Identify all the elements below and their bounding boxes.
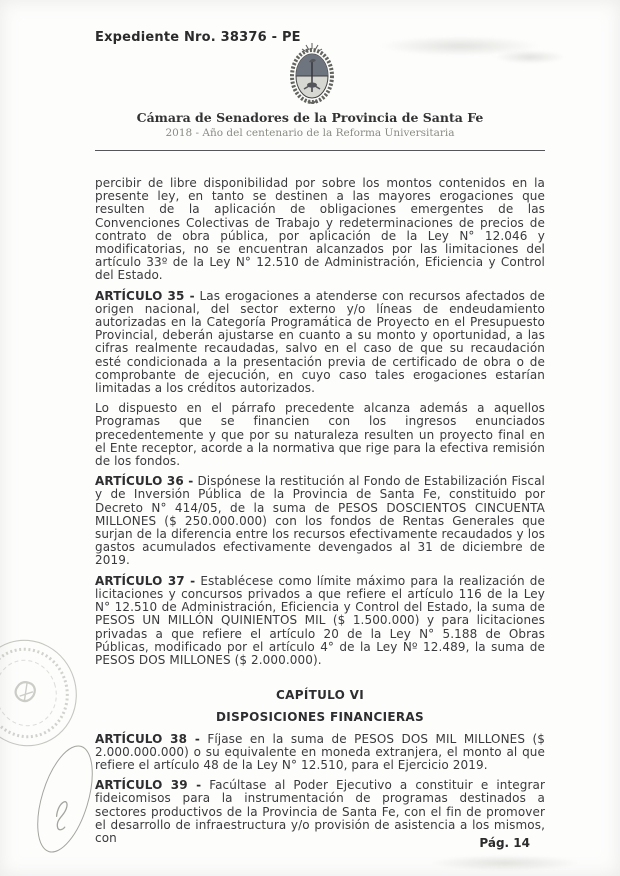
scan-smudge	[495, 50, 565, 64]
paragraph-articulo-39: ARTÍCULO 39 - Facúltase al Poder Ejecutivo a constituir e integrar fideicomisos para la instrumentación de programas destinados a sectores productivos de la Provincia de Santa Fe, con el fin de promover el desarrollo de infraestructura y/o provisión de asistencia a los mismos, con	[95, 778, 546, 845]
page-number: Pág. 14	[479, 836, 530, 850]
paragraph-articulo-35: ARTÍCULO 35 - Las erogaciones a atenderse con recursos afectados de origen nacional, del sector externo y/o líneas de endeudamiento autorizadas en la Categoría Programática de Proyecto en el Presupuesto Provincial, deberán ajustarse en cuanto a su monto y oportunidad, a las cifras realmente recaudadas, salvo en el caso de que su recaudación esté condicionada a la presentación previa de certificado de obra o de comprobante de ejecución, en cuyo caso tales erogaciones estarían limitadas a los créditos autorizados.	[95, 288, 545, 396]
scan-smudge	[430, 855, 580, 871]
articulo-36-label: ARTÍCULO 36 -	[95, 474, 194, 489]
ink-stamp-icon	[0, 634, 82, 752]
document-body	[95, 177, 545, 852]
coat-of-arms-icon	[284, 42, 340, 108]
chapter-title: CAPÍTULO VI	[276, 688, 364, 703]
year-motto: 2018 - Año del centenario de la Reforma Universitaria	[165, 127, 455, 139]
chapter-subtitle: DISPOSICIONES FINANCIERAS	[216, 710, 424, 725]
expediente-number: Expediente Nro. 38376 - PE	[95, 30, 301, 45]
paragraph-articulo-37: ARTÍCULO 37 - Establécese como límite máximo para la realización de licitaciones y concursos privados a que refiere el artículo 116 de la Ley N° 12.510 de Administración, Eficiencia y Control del Estado, la suma de PESOS UN MILLÓN QUINIENTOS MIL ($ 1.500.000) y para licitaciones privadas a que refiere el artículo 20 de la Ley N° 5.188 de Obras Públicas, modificado por el artículo 4° de la Ley Nº 12.489, la suma de PESOS DOS MILLONES ($ 2.000.000).	[95, 573, 545, 667]
paragraph-articulo-36: ARTÍCULO 36 - Dispónese la restitución al Fondo de Estabilización Fiscal y de Inversión Pública de la Provincia de Santa Fe, constituido por Decreto N° 414/05, de la suma de PESOS DOSCIENTOS CINCUENTA MILLONES ($ 250.000.000) con los fondos de Rentas Generales que surjan de la diferencia entre los recursos efectivamente recaudados y los gastos acumulados efectivamente devengados al 31 de diciembre de 2019.	[95, 474, 545, 568]
chapter-heading	[95, 689, 545, 724]
articulo-39-label: ARTÍCULO 39 -	[95, 778, 202, 793]
paragraph: percibir de libre disponibilidad por sobre los montos contenidos en la presente ley, en tanto se destinen a las mayores erogaciones que resulten de la aplicación de obligaciones emergentes de las Convenciones Colectivas de Trabajo y redeterminaciones de precios de contrato de obra pública, por aplicación de la Ley N° 12.046 y modificatorias, no se encuentran alcanzados por las limitaciones del artículo 33º de la Ley N° 12.510 de Administración, Eficiencia y Control del Estado.	[95, 176, 545, 283]
articulo-35-label: ARTÍCULO 35 -	[95, 288, 195, 303]
header-divider	[95, 150, 545, 151]
articulo-37-label: ARTÍCULO 37 -	[95, 573, 196, 588]
signature-icon	[28, 740, 102, 858]
paragraph: Lo dispuesto en el párrafo precedente alcanza además a aquellos Programas que se financien con los ingresos enunciados precedentemente y que por su naturaleza resulten un proyecto final en el Ente receptor, acorde a la normativa que rige para la efectiva remisión de los fondos.	[95, 401, 545, 469]
institution-name: Cámara de Senadores de la Provincia de Santa Fe	[136, 110, 484, 125]
paragraph-articulo-38: ARTÍCULO 38 - Fíjase en la suma de PESOS DOS MIL MILLONES ($ 2.000.000.000) o su equivalente en moneda extranjera, el monto al que refiere el artículo 48 de la Ley N° 12.510, para el Ejercicio 2019.	[95, 731, 546, 772]
articulo-38-label: ARTÍCULO 38 -	[95, 731, 200, 746]
